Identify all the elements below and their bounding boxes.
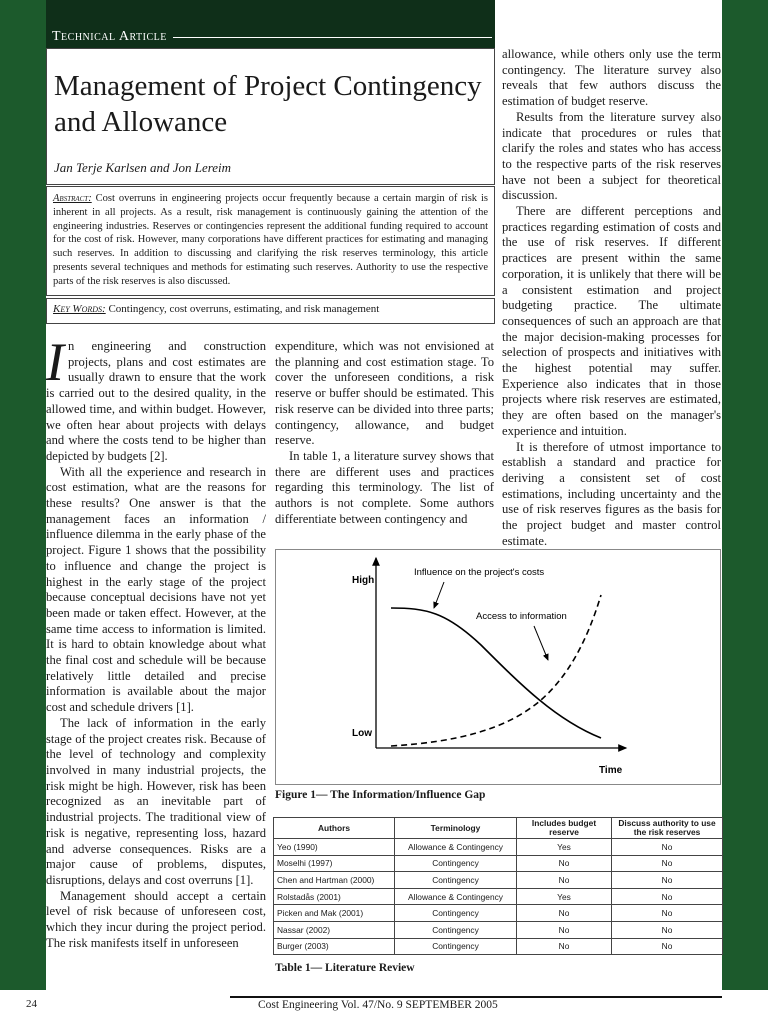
- table-cell: No: [517, 872, 612, 889]
- figure-caption: Figure 1— The Information/Influence Gap: [275, 789, 486, 801]
- section-kicker: [52, 28, 492, 46]
- paragraph: There are different perceptions and practices regarding estimation of costs and the use of risk reserves. If different practices are present within the same corporation, it is unlikely that there will be a consistent estimation and project budgeting practice. The ultimate consequences of such an approach are that the major decision-making processes for selection of prospects and initiatives with the highest potential may suffer. Experience also indicates that in those projects where risk reserves are estimated, they are often based on the manager's experience and intuition.: [502, 204, 721, 438]
- paragraph: expenditure, which was not envisioned at the planning and cost estimation stage. To cover the unforeseen conditions, a risk reserve or buffer should be estimated. This risk reserve can be divided into three parts; contingency, allowance, and budget reserve.: [275, 339, 494, 448]
- paragraph-text: n engineering and construction projects, plans and cost estimates are usually drawn to ensure that the work is carried out to the desired quality, in the allowed time, and within budget. However, we often hear about projects with delays and where the costs tend to be higher than depicted by budgets [2].: [46, 339, 266, 463]
- table-cell: No: [612, 888, 723, 905]
- table-header: Includes budget reserve: [517, 818, 612, 839]
- paragraph: Management should accept a certain level of risk because of unforeseen cost, which they incur during the project period. The risk manifests itself in unforeseen: [46, 888, 266, 950]
- table-cell: Yes: [517, 888, 612, 905]
- table-caption: Table 1— Literature Review: [275, 962, 415, 974]
- table-header: Terminology: [395, 818, 517, 839]
- table-row: [274, 921, 723, 938]
- body-column-2: [275, 339, 494, 527]
- keywords-box: [46, 298, 495, 324]
- table-cell: Contingency: [395, 921, 517, 938]
- paragraph: [46, 332, 266, 465]
- footer-rule: [230, 996, 722, 998]
- kicker-rule: [173, 37, 492, 38]
- influence-curve: [391, 608, 601, 738]
- table-cell: No: [612, 938, 723, 955]
- table-cell: No: [612, 905, 723, 922]
- table-cell: Contingency: [395, 938, 517, 955]
- paragraph: With all the experience and research in cost estimation, what are the reasons for these results? One answer is that the management faces an information / influence dilemma in the early phase of the project. Figure 1 shows that the possibility to influence and change the project is highest in the early stage of the project because conceptual decisions have not yet been made or taken effect. However, at the same time access to information is limited. It is hard to obtain knowledge about what the final cost and schedule will be because relatively little detailed and precise information is available about the major cost and schedule drivers [1].: [46, 464, 266, 715]
- table-header: Discuss authority to use the risk reserves: [612, 818, 723, 839]
- table-cell: No: [612, 855, 723, 872]
- table-cell: No: [612, 921, 723, 938]
- table-cell: Allowance & Contingency: [395, 839, 517, 856]
- table-row: [274, 888, 723, 905]
- label-time: Time: [599, 765, 623, 776]
- article-title: Management of Project Contingency and Allowance: [54, 70, 482, 138]
- right-green-margin-bar: [722, 0, 768, 1024]
- table-header: Authors: [274, 818, 395, 839]
- journal-citation: Cost Engineering Vol. 47/No. 9 SEPTEMBER 2005: [258, 999, 498, 1011]
- table-cell: Contingency: [395, 855, 517, 872]
- abstract-box: [46, 186, 495, 296]
- table-cell: No: [612, 839, 723, 856]
- table-row: [274, 855, 723, 872]
- table-cell: Chen and Hartman (2000): [274, 872, 395, 889]
- table-cell: No: [612, 872, 723, 889]
- table-cell: Yes: [517, 839, 612, 856]
- label-high: High: [352, 575, 375, 586]
- table-cell: Rolstadås (2001): [274, 888, 395, 905]
- table-row: [274, 872, 723, 889]
- table-cell: No: [517, 905, 612, 922]
- influence-gap-diagram: [276, 550, 720, 784]
- article-authors: Jan Terje Karlsen and Jon Lereim: [54, 160, 232, 175]
- keywords-text: Contingency, cost overruns, estimating, and risk management: [108, 303, 380, 315]
- annotation-access: Access to information: [476, 611, 567, 622]
- table-cell: Picken and Mak (2001): [274, 905, 395, 922]
- annotation-influence: Influence on the project's costs: [414, 567, 545, 578]
- table-cell: No: [517, 921, 612, 938]
- literature-table: [273, 817, 723, 955]
- paragraph: allowance, while others only use the term contingency. The literature survey also reveals that few authors discuss the estimation of budget reserve.: [502, 47, 721, 109]
- label-low: Low: [352, 728, 372, 739]
- paragraph: In table 1, a literature survey shows that there are different uses and practices regarding this terminology. The list of authors is not complete. Some authors differentiate between contingency and: [275, 448, 494, 526]
- paragraph: It is therefore of utmost importance to establish a standard and practice for deriving a consistent set of cost estimations, including uncertainty and the use of risk reserves figures as the basis for the project budget and master control estimate.: [502, 439, 721, 548]
- kicker-label: Technical Article: [52, 29, 167, 44]
- body-column-1: [46, 332, 266, 951]
- table-cell: Nassar (2002): [274, 921, 395, 938]
- abstract-text: Cost overruns in engineering projects occur frequently because a certain margin of risk is inherent in all projects. As a result, risk management is continuously gaining the attention of the engineering industries. Reserves or contingencies represent the additional funding required to account for the cost of risk. However, many corporations have different practices for estimating and managing such reserves. In addition to discussing and clarifying the risk reserves terminology, this article presents several techniques and methods for estimating such reserves. Authority to use the respective parts of the risk reserves is also discussed.: [53, 193, 489, 287]
- table-cell: Contingency: [395, 905, 517, 922]
- paragraph: The lack of information in the early stage of the project creates risk. Because of the level of technology and complexity involved in many industrial projects, the risk might be high. However, risk has been recognized as an inevitable part of industrial projects. The traditional view of risk is negative, representing loss, hazard and adverse consequences. Risks are a major cause of problems, disputes, disruptions, delays and cost overruns [1].: [46, 715, 266, 887]
- table-row: [274, 938, 723, 955]
- table-cell: Allowance & Contingency: [395, 888, 517, 905]
- table-cell: No: [517, 938, 612, 955]
- paragraph: Results from the literature survey also indicate that procedures or rules that clarify the roles and states who has access to the respective parts of the risk reserves have not been a subject for theoretical discussion.: [502, 109, 721, 203]
- page-number: 24: [26, 998, 37, 1010]
- abstract-label: Abstract:: [53, 193, 92, 204]
- arrow-influence: [434, 582, 444, 608]
- keywords-label: Key Words:: [53, 303, 106, 315]
- table-cell: Burger (2003): [274, 938, 395, 955]
- table-cell: Yeo (1990): [274, 839, 395, 856]
- table-cell: Contingency: [395, 872, 517, 889]
- table-header-row: [274, 818, 723, 839]
- table-row: [274, 839, 723, 856]
- table-cell: Moselhi (1997): [274, 855, 395, 872]
- table-cell: No: [517, 855, 612, 872]
- drop-cap: I: [46, 332, 64, 392]
- arrow-access: [534, 626, 548, 660]
- body-column-3: [502, 47, 721, 550]
- left-green-margin-bar: [0, 0, 46, 1024]
- table-row: [274, 905, 723, 922]
- figure-1: [275, 549, 721, 785]
